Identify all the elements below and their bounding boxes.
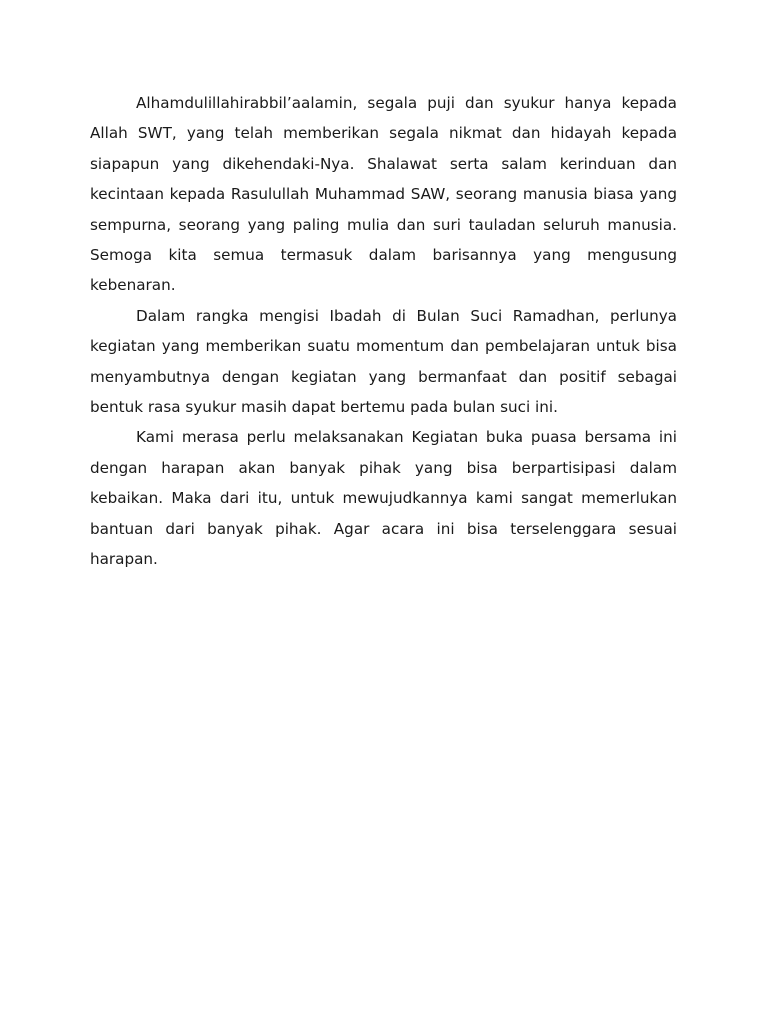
paragraph-opening: Alhamdulillahirabbil’aalamin, segala puji dan syukur hanya kepada Allah SWT, yang telah memberikan segala nikmat dan hidayah kepada siapapun yang dikehendaki-Nya. Shalawat serta salam kerinduan dan kecintaan kepada Rasulullah Muhammad SAW, seorang manusia biasa yang sempurna, seorang yang paling mulia dan suri tauladan seluruh manusia. Semoga kita semua termasuk dalam barisannya yang mengusung kebenaran. [90, 94, 677, 295]
paragraph-ramadhan: Dalam rangka mengisi Ibadah di Bulan Suci Ramadhan, perlunya kegiatan yang memberikan suatu momentum dan pembelajaran untuk bisa menyambutnya dengan kegiatan yang bermanfaat dan positif sebagai bentuk rasa syukur masih dapat bertemu pada bulan suci ini. [90, 306, 677, 417]
paragraph-closing: Kami merasa perlu melaksanakan Kegiatan buka puasa bersama ini dengan harapan akan banyak pihak yang bisa berpartisipasi dalam kebaikan. Maka dari itu, untuk mewujudkannya kami sangat memerlukan bantuan dari banyak pihak. Agar acara ini bisa terselenggara sesuai harapan. [90, 428, 677, 569]
document-body [90, 88, 677, 575]
